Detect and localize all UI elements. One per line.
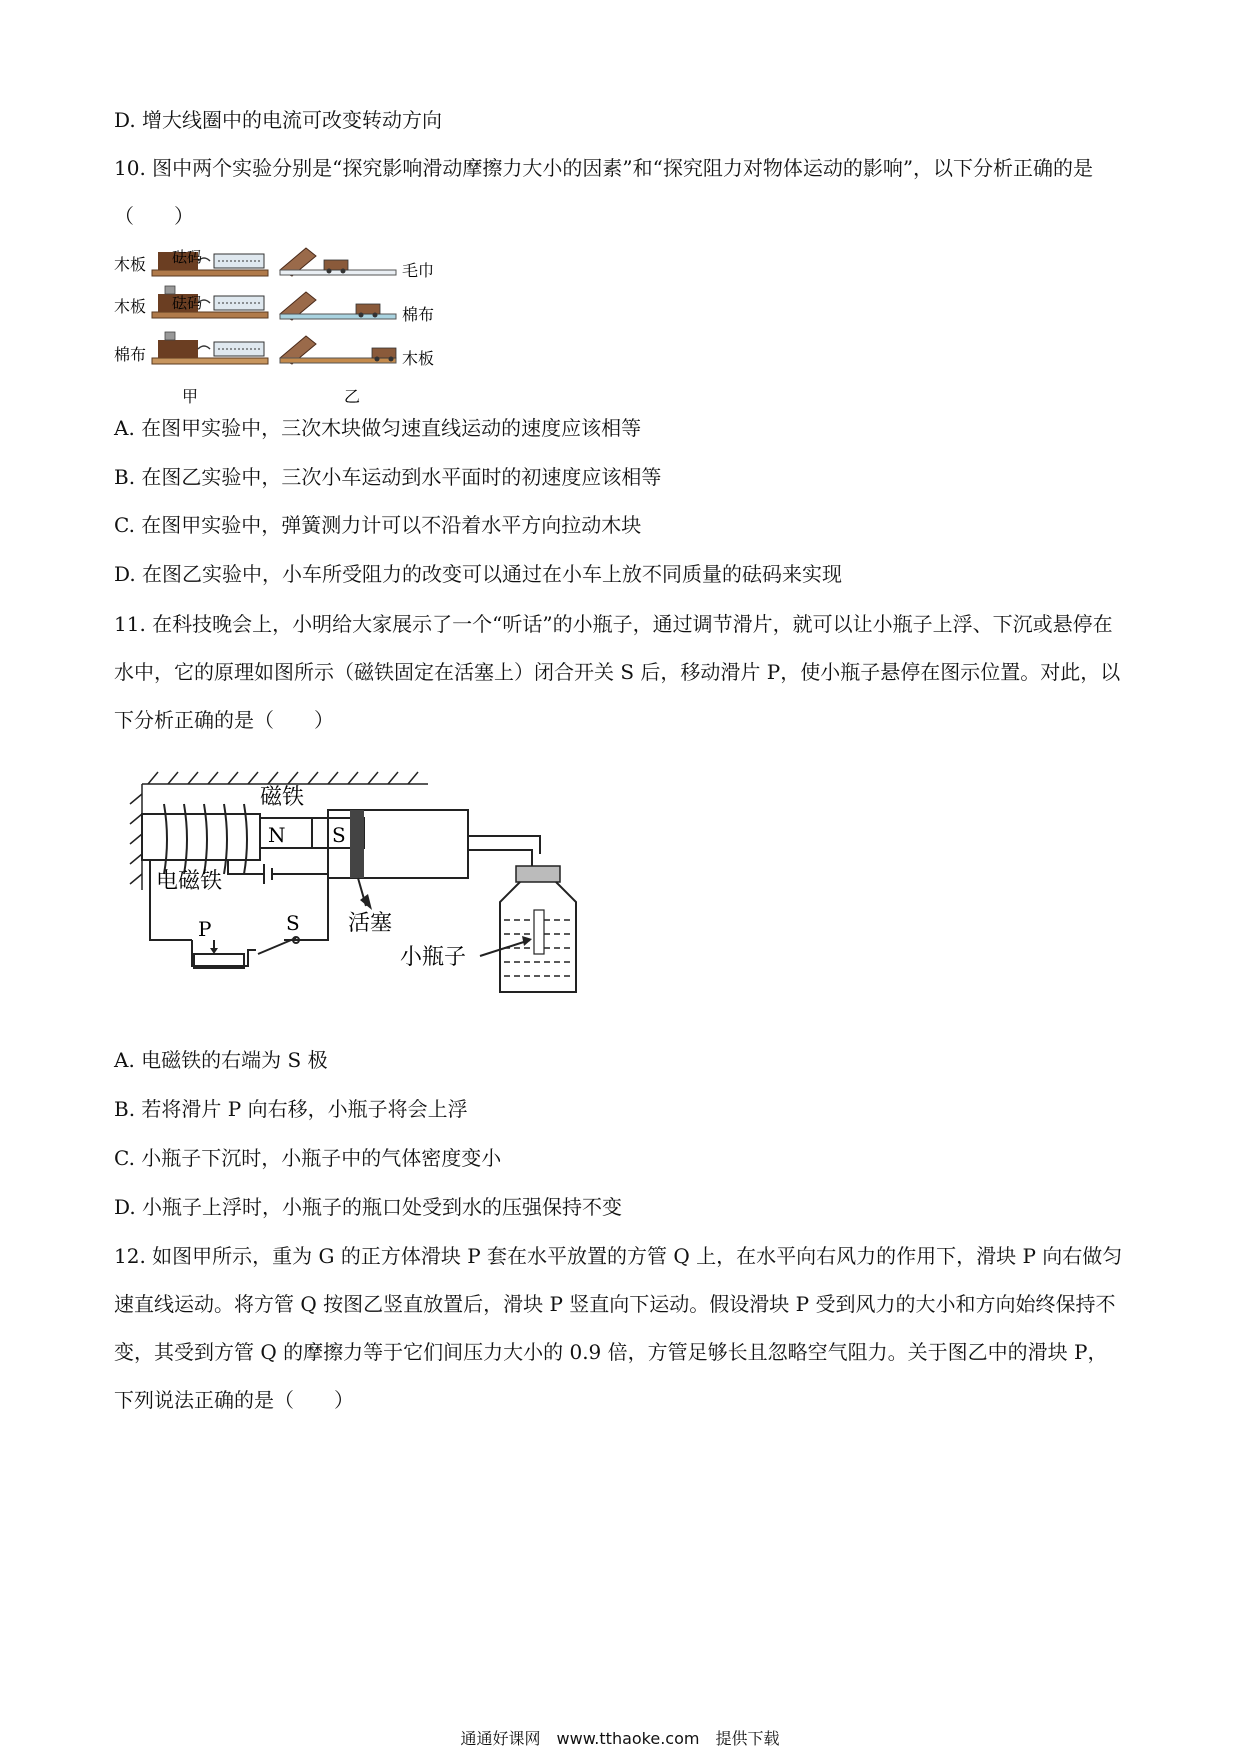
jia-surface-label: 木板 [114, 297, 147, 316]
q10-option-c: C. 在图甲实验中，弹簧测力计可以不沿着水平方向拉动木块 [114, 513, 642, 537]
q12-stem: 12. 如图甲所示，重为 G 的正方体滑块 P 套在水平放置的方管 Q 上，在水平向右风力的作用下，滑块 P 向右做匀速直线运动。将方管 Q 按图乙竖直放置后，滑块 P 竖直向下运动。假设滑块 P 受到风力的大小和方向始终保持不变，其受到方管 Q 的摩擦力等于它们间压力大小的 0.9 倍，方管足够长且忽略空气阻力。关于图乙中的滑块 P，下列说法正确的是（ ） [114, 1244, 1123, 1412]
page-footer: 通通好课网 www.tthaoke.com 提供下载 [460, 1729, 780, 1748]
caption-jia: 甲 [182, 387, 199, 406]
electromagnet-coil [142, 804, 260, 874]
q10-option-b: B. 在图乙实验中，三次小车运动到水平面时的初速度应该相等 [114, 465, 662, 489]
q10-stem: 10. 图中两个实验分别是“探究影响滑动摩擦力大小的因素”和“探究阻力对物体运动的影响”，以下分析正确的是（ ） [114, 156, 1094, 228]
switch-label: S [286, 911, 300, 935]
jia-surface-label: 木板 [114, 255, 147, 274]
yi-surface-label: 木板 [402, 349, 435, 368]
cylinder [328, 810, 468, 878]
q11-option-d: D. 小瓶子上浮时，小瓶子的瓶口处受到水的压强保持不变 [114, 1195, 623, 1219]
q11-option-b: B. 若将滑片 P 向右移，小瓶子将会上浮 [114, 1097, 468, 1121]
q10-option-a: A. 在图甲实验中，三次木块做匀速直线运动的速度应该相等 [114, 416, 642, 440]
slider-label: P [198, 917, 212, 941]
q11-option-c: C. 小瓶子下沉时，小瓶子中的气体密度变小 [114, 1146, 502, 1170]
weight-label: 砝码 [172, 248, 203, 266]
q10-option-d: D. 在图乙实验中，小车所受阻力的改变可以通过在小车上放不同质量的砝码来实现 [114, 562, 843, 586]
magnet-label: 磁铁 [260, 785, 305, 810]
yi-surface-label: 毛巾 [402, 261, 435, 280]
small-bottle-label: 小瓶子 [400, 945, 467, 970]
q10-figure [110, 240, 490, 410]
yi-row-3 [280, 336, 434, 368]
piston [350, 810, 364, 878]
q9-option-d: D. 增大线圈中的电流可改变转动方向 [114, 108, 443, 132]
q11-stem: 11. 在科技晚会上，小明给大家展示了一个“听话”的小瓶子，通过调节滑片，就可以让小瓶子上浮、下沉或悬停在水中，它的原理如图所示（磁铁固定在活塞上）闭合开关 S 后，移动滑片 P，使小瓶子悬停在图示位置。对此，以下分析正确的是（ ） [114, 612, 1121, 732]
electromagnet-label: 电磁铁 [156, 869, 223, 894]
caption-yi: 乙 [344, 387, 361, 406]
q11-figure [128, 770, 648, 1010]
yi-surface-label: 棉布 [402, 305, 435, 324]
piston-label: 活塞 [348, 911, 393, 936]
weight-label: 砝码 [172, 294, 203, 312]
q11-option-a: A. 电磁铁的右端为 S 极 [114, 1048, 328, 1072]
magnet-north: N [268, 823, 286, 847]
yi-row-1 [280, 248, 434, 280]
bottle [500, 866, 576, 992]
magnet-south: S [332, 823, 346, 847]
yi-row-2 [280, 292, 434, 324]
jia-surface-label: 棉布 [114, 345, 147, 364]
small-bottle [534, 910, 544, 954]
